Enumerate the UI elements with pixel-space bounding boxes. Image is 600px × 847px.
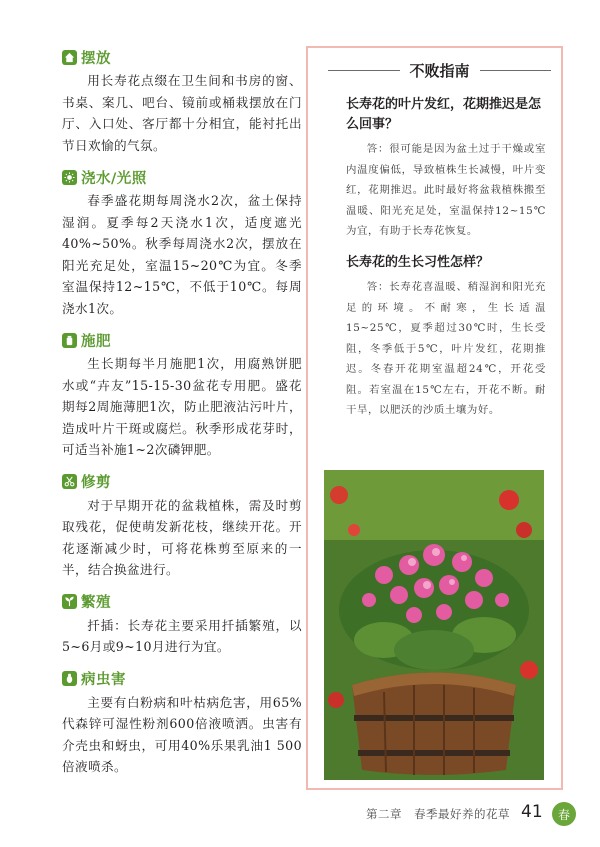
page-number: 41 [521, 802, 543, 822]
section-body: 用长寿花点缀在卫生间和书房的窗、书桌、案几、吧台、镜前或桶栽摆放在门厅、入口处、客厅都十分相宜，能衬托出节日欢愉的气氛。 [62, 73, 302, 153]
section-body: 主要有白粉病和叶枯病危害，用65%代森锌可湿性粉剂600倍液喷洒。虫害有介壳虫和蚜虫，可用40%乐果乳油1 500倍液喷杀。 [62, 694, 302, 774]
guide-header [328, 58, 551, 82]
page-footer [0, 798, 600, 838]
qa-answer: 答：长寿花喜温暖、稍湿润和阳光充足的环境。不耐寒，生长适温15~25℃，夏季超过30℃时，生长受阻，冬季低于5℃，叶片发红，花期推迟。冬春开花期室温超24℃，开花受阻。若室温在15℃左右，开花不断。耐干旱，以肥沃的沙质土壤为好。 [346, 281, 546, 416]
section-header [62, 668, 302, 690]
section-title: 摆放 [81, 50, 111, 67]
qa-item [346, 253, 546, 421]
section-body: 扦插：长寿花主要采用扦插繁殖，以5~6月或9~10月进行为宜。 [62, 617, 302, 654]
section-fertilizing [62, 329, 302, 461]
chapter-title: 第二章 春季最好养的花草 [366, 807, 510, 821]
left-column [62, 46, 302, 788]
section-body: 对于早期开花的盆栽植株，需及时剪取残花，促使萌发新花枝，继续开花。开花逐渐减少时，可将花株剪至原来的一半，结合换盆进行。 [62, 497, 302, 577]
fertilizer-icon [62, 333, 77, 348]
kalanchoe-photo [324, 470, 544, 780]
season-badge: 春 [552, 802, 576, 826]
section-title: 繁殖 [81, 595, 111, 611]
section-title: 浇水/光照 [81, 170, 147, 187]
section-title: 修剪 [81, 475, 111, 491]
qa-question: 长寿花的叶片发红，花期推迟是怎么回事？ [346, 97, 542, 132]
section-pruning [62, 471, 302, 581]
qa-answer: 答：很可能是因为盆土过于干燥或室内温度偏低，导致植株生长减慢，叶片变红，花期推迟。此时最好将盆栽植株搬至温暖、阳光充足处，室温保持12~15℃为宜，有助于长寿花恢复。 [346, 143, 546, 237]
section-header [62, 166, 302, 188]
scissors-icon [62, 474, 77, 489]
house-icon [62, 50, 77, 65]
guide-title: 不败指南 [409, 61, 470, 80]
section-header [62, 591, 302, 613]
section-title: 病虫害 [81, 672, 126, 688]
qa-question: 长寿花的生长习性怎样？ [346, 255, 490, 270]
section-body: 生长期每半月施肥1次，用腐熟饼肥水或“卉友”15-15-30盆花专用肥。盛花期每2周施薄肥1次，防止肥液沾污叶片，造成叶片干斑或腐烂。秋季形成花芽时，可适当补施1~2次磷钾肥。 [62, 356, 302, 457]
section-watering-light [62, 166, 302, 319]
bug-icon [62, 671, 77, 686]
section-header [62, 329, 302, 351]
section-body: 春季盛花期每周浇水2次，盆土保持湿润。夏季每2天浇水1次，适度遮光40%~50%。秋季每周浇水2次，摆放在阳光充足处，室温15~20℃为宜。冬季室温保持12~15℃，不低于10℃。每周浇水1次。 [62, 193, 302, 316]
section-pests [62, 668, 302, 778]
section-header [62, 46, 302, 68]
section-placement [62, 46, 302, 156]
section-header [62, 471, 302, 493]
qa-item [346, 95, 546, 242]
sun-icon [62, 170, 77, 185]
section-propagation [62, 591, 302, 658]
divider [480, 70, 552, 71]
section-title: 施肥 [81, 333, 111, 350]
divider [328, 70, 400, 71]
sprout-icon [62, 594, 77, 609]
